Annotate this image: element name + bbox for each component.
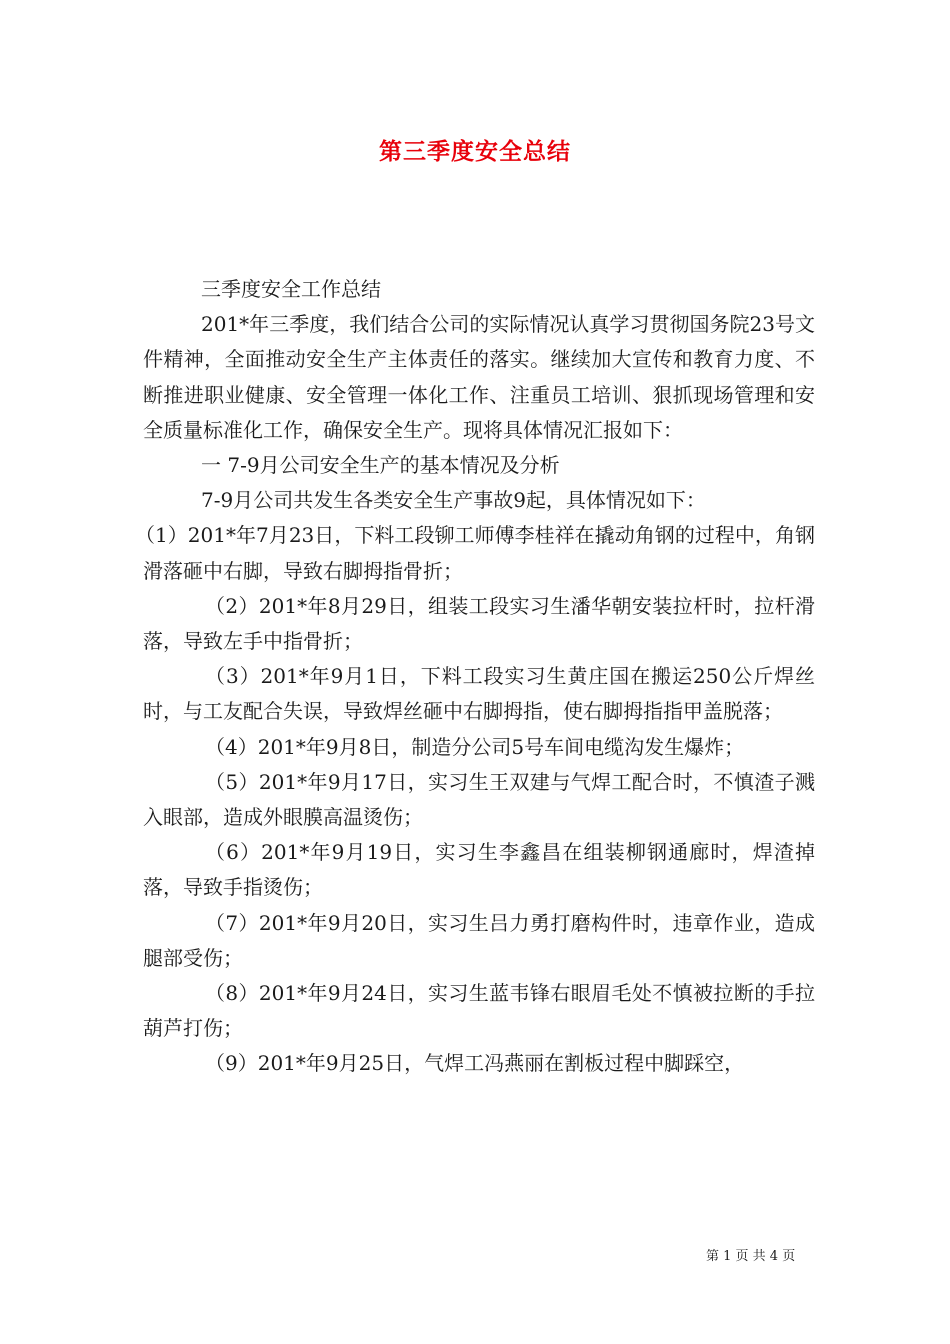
section-heading: 三季度安全工作总结 [201, 277, 381, 301]
accident-item-5: （5）201*年9月17日，实习生王双建与气焊工配合时，不慎渣子溅入眼部，造成外眼膜高温烫伤； [143, 769, 815, 830]
accident-item-4: （4）201*年9月8日，制造分公司5号车间电缆沟发生爆炸； [205, 734, 745, 759]
accident-item-3: （3）201*年9月1日，下料工段实习生黄庄国在搬运250公斤焊丝时，与工友配合失误，导致焊丝砸中右脚拇指，使右脚拇指指甲盖脱落； [143, 664, 815, 724]
accident-item-9: （9）201*年9月25日，气焊工冯燕丽在割板过程中脚踩空， [205, 1051, 745, 1076]
section-heading-1: 一 7-9月公司安全生产的基本情况及分析 [201, 453, 560, 478]
document-body [135, 272, 815, 1082]
document-title: 第三季度安全总结 [379, 138, 571, 165]
accident-item-8: （8）201*年9月24日，实习生蓝韦锋右眼眉毛处不慎被拉断的手拉葫芦打伤； [143, 981, 815, 1041]
page-number: 第 1 页 共 4 页 [706, 1249, 796, 1264]
accident-summary: 7-9月公司共发生各类安全生产事故9起，具体情况如下： [201, 488, 706, 513]
intro-paragraph: 201*年三季度，我们结合公司的实际情况认真学习贯彻国务院23号文件精神，全面推动安全生产主体责任的落实。继续加大宣传和教育力度、不断推进职业健康、安全管理一体化工作、注重员工培训、狠抓现场管理和安全质量标准化工作，确保安全生产。现将具体情况汇报如下： [143, 312, 815, 442]
accident-item-6: （6）201*年9月19日，实习生李鑫昌在组装柳钢通廊时，焊渣掉落，导致手指烫伤； [143, 840, 815, 900]
accident-item-2: （2）201*年8月29日，组装工段实习生潘华朝安装拉杆时，拉杆滑落，导致左手中指骨折； [143, 593, 815, 654]
accident-item-1: （1）201*年7月23日，下料工段铆工师傅李桂祥在撬动角钢的过程中，角钢滑落砸中右脚，导致右脚拇指骨折； [135, 523, 815, 583]
accident-item-7: （7）201*年9月20日，实习生吕力勇打磨构件时，违章作业，造成腿部受伤； [143, 910, 815, 970]
